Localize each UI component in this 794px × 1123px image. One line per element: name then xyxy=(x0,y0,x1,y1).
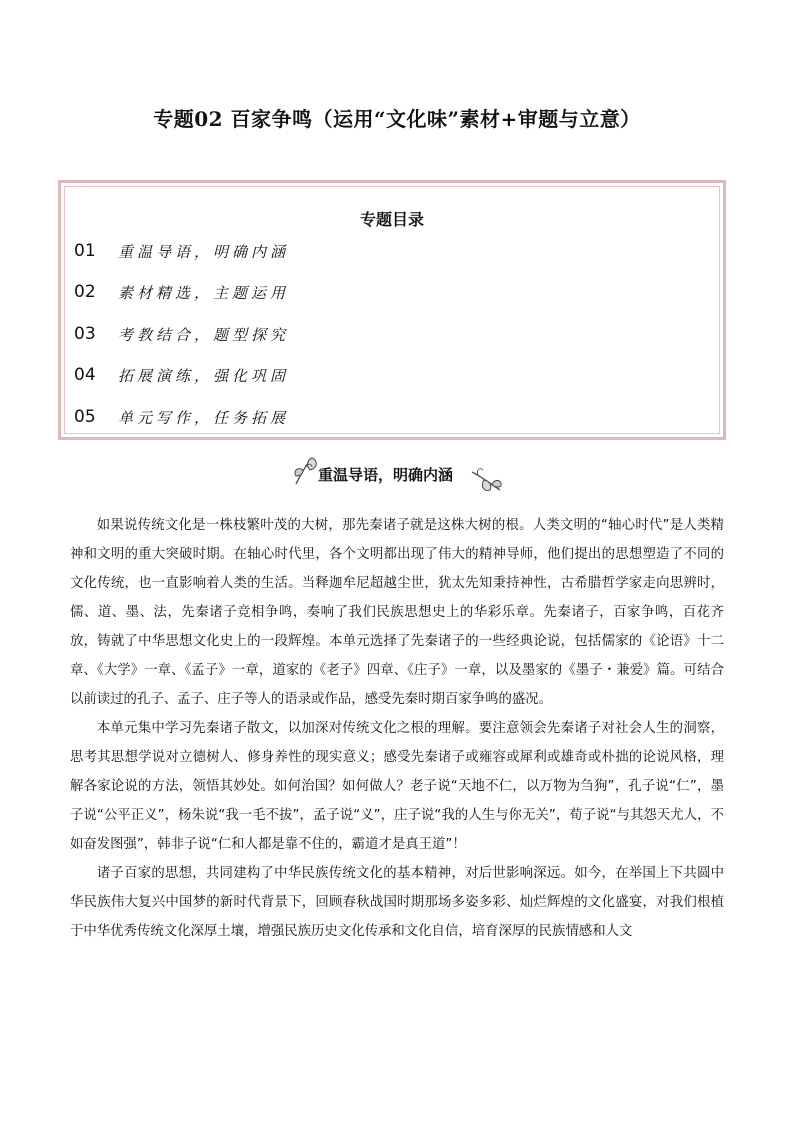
toc-item-02[interactable] xyxy=(74,280,289,304)
toc-item-number: 02 xyxy=(74,282,96,302)
toc-item-label: 单元写作，任务拓展 xyxy=(118,408,290,427)
toc-item-number: 05 xyxy=(74,407,96,427)
leaf-sprig-icon xyxy=(290,454,320,492)
toc-item-label: 拓展演练，强化巩固 xyxy=(118,366,290,385)
toc-item-03[interactable] xyxy=(74,322,289,346)
body-paragraph: 诸子百家的思想，共同建构了中华民族传统文化的基本精神，对后世影响深远。如今，在举国上下共圆中华民族伟大复兴中国梦的新时代背景下，回顾春秋战国时期那场多姿多彩、灿烂辉煌的文化盛宴，对我们根植于中华优秀传统文化深厚土壤，增强民族历史文化传承和文化自信，培育深厚的民族情感和人文 xyxy=(70,866,724,939)
toc-item-05[interactable] xyxy=(74,405,289,429)
toc-heading: 专题目录 xyxy=(359,210,424,229)
toc-inner-frame xyxy=(64,186,720,434)
toc-item-label: 考教结合，题型探究 xyxy=(118,325,290,344)
toc-item-number: 03 xyxy=(74,324,96,344)
body-paragraph: 本单元集中学习先秦诸子散文，以加深对传统文化之根的理解。要注意领会先秦诸子对社会人生的洞察，思考其思想学说对立德树人、修身养性的现实意义；感受先秦诸子或雍容或犀利或雄奇或朴拙的论说风格，理解各家论说的方法，领悟其妙处。如何治国？如何做人？老子说“天地不仁，以万物为刍狗”，孔子说“仁”，墨子说“公平正义”，杨朱说“我一毛不拔”，孟子说“义”，庄子说“我的人生与你无关”，荀子说“与其怨天尤人，不如奋发图强”，韩非子说“仁和人都是靠不住的，霸道才是真王道”！ xyxy=(70,721,724,852)
page-title: 专题02 百家争鸣（运用“文化味”素材+审题与立意） xyxy=(153,107,641,131)
toc-item-04[interactable] xyxy=(74,363,289,387)
section-title: 重温导语，明确内涵 xyxy=(318,466,454,484)
body-paragraph: 如果说传统文化是一株枝繁叶茂的大树，那先秦诸子就是这株大树的根。人类文明的“轴心时代”是人类精神和文明的重大突破时期。在轴心时代里，各个文明都出现了伟大的精神导师，他们提出的思想塑造了不同的文化传统，也一直影响着人类的生活。当释迦牟尼超越尘世，犹太先知秉持神性，古希腊哲学家走向思辨时，儒、道、墨、法，先秦诸子竞相争鸣，奏响了我们民族思想史上的华彩乐章。先秦诸子，百家争鸣，百花齐放，铸就了中华思想文化史上的一段辉煌。本单元选择了先秦诸子的一些经典论说，包括儒家的《论语》十二章、《大学》一章、《孟子》一章，道家的《老子》四章、《庄子》一章，以及墨家的《墨子・兼爱》篇。可结合以前读过的孔子、孟子、庄子等人的语录或作品，感受先秦时期百家争鸣的盛况。 xyxy=(70,518,724,707)
toc-item-number: 01 xyxy=(74,241,96,261)
toc-item-label: 素材精选，主题运用 xyxy=(118,283,290,302)
body-text xyxy=(70,511,724,946)
toc-item-number: 04 xyxy=(74,365,96,385)
toc-item-label: 重温导语，明确内涵 xyxy=(118,242,290,261)
section-header xyxy=(0,452,794,496)
toc-item-01[interactable] xyxy=(74,239,289,263)
table-of-contents xyxy=(58,180,726,440)
leaf-sprig-icon xyxy=(470,466,504,498)
